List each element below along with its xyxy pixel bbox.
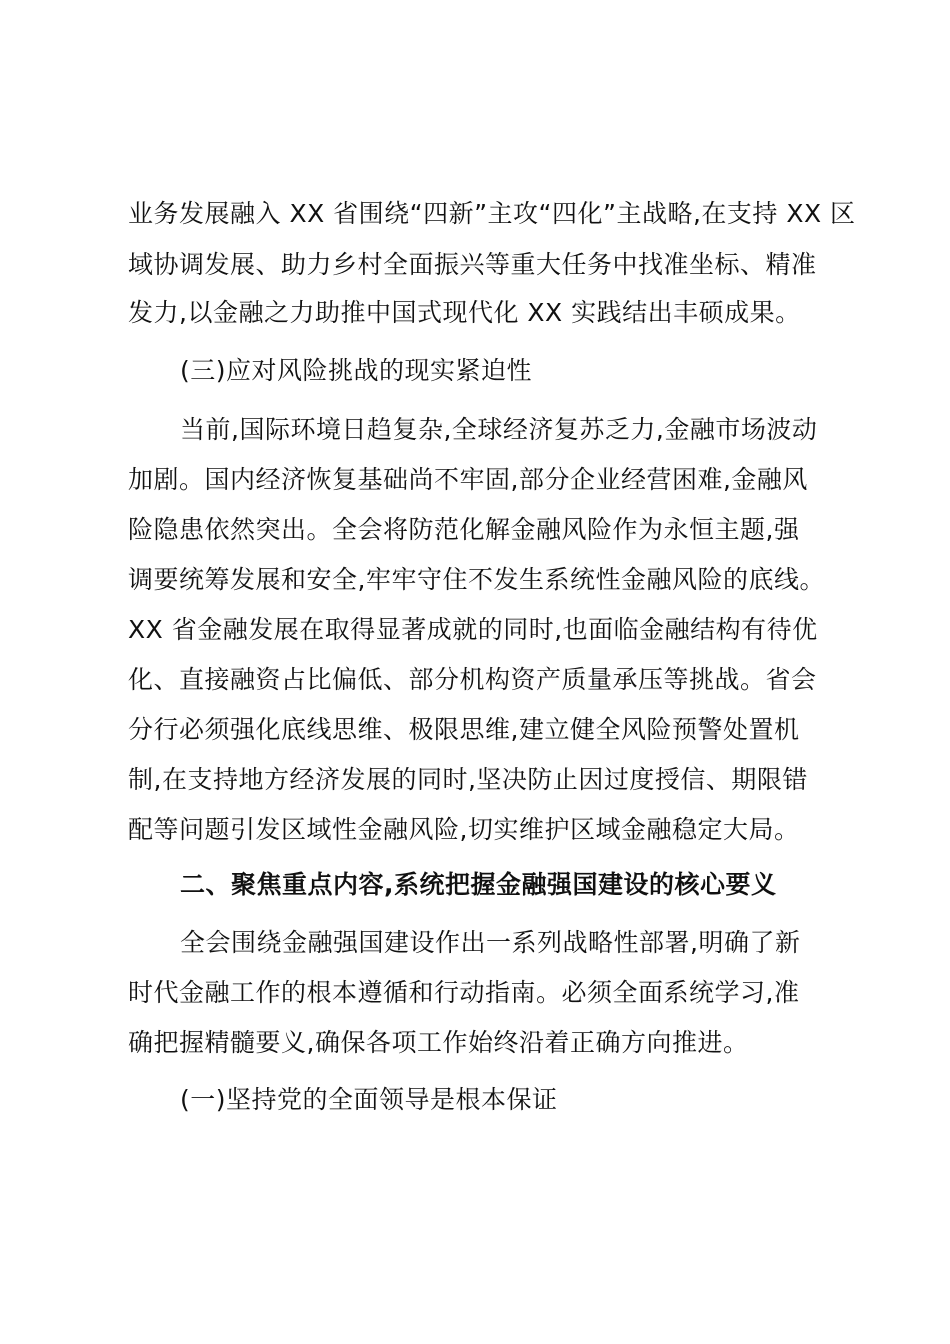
paragraph-line: 全会围绕金融强国建设作出一系列战略性部署,明确了新 xyxy=(180,928,801,957)
section-heading: (三)应对风险挑战的现实紧迫性 xyxy=(180,356,533,385)
paragraph-line: 调要统筹发展和安全,牢牢守住不发生系统性金融风险的底线。 xyxy=(128,565,825,594)
paragraph-line: 分行必须强化底线思维、极限思维,建立健全风险预警处置机 xyxy=(128,715,800,744)
paragraph-line: 制,在支持地方经济发展的同时,坚决防止因过度授信、期限错 xyxy=(128,765,808,794)
section-heading: (一)坚持党的全面领导是根本保证 xyxy=(180,1085,558,1114)
paragraph-line: XX 省金融发展在取得显著成就的同时,也面临金融结构有待优 xyxy=(128,615,818,644)
paragraph-line: 发力,以金融之力助推中国式现代化 XX 实践结出丰硕成果。 xyxy=(128,298,801,327)
chapter-heading: 二、聚焦重点内容,系统把握金融强国建设的核心要义 xyxy=(180,870,777,899)
paragraph-line: 化、直接融资占比偏低、部分机构资产质量承压等挑战。省会 xyxy=(128,665,817,694)
paragraph-line: 加剧。国内经济恢复基础尚不牢固,部分企业经营困难,金融风 xyxy=(128,465,808,494)
paragraph-line: 时代金融工作的根本遵循和行动指南。必须全面系统学习,准 xyxy=(128,978,800,1007)
paragraph-line: 配等问题引发区域性金融风险,切实维护区域金融稳定大局。 xyxy=(128,815,800,844)
paragraph-line: 业务发展融入 XX 省围绕“四新”主攻“四化”主战略,在支持 XX 区 xyxy=(128,199,856,228)
paragraph-line: 当前,国际环境日趋复杂,全球经济复苏乏力,金融市场波动 xyxy=(180,415,818,444)
paragraph-line: 域协调发展、助力乡村全面振兴等重大任务中找准坐标、精准 xyxy=(128,250,817,279)
paragraph-line: 确把握精髓要义,确保各项工作始终沿着正确方向推进。 xyxy=(128,1028,749,1057)
paragraph-line: 险隐患依然突出。全会将防范化解金融风险作为永恒主题,强 xyxy=(128,515,800,544)
